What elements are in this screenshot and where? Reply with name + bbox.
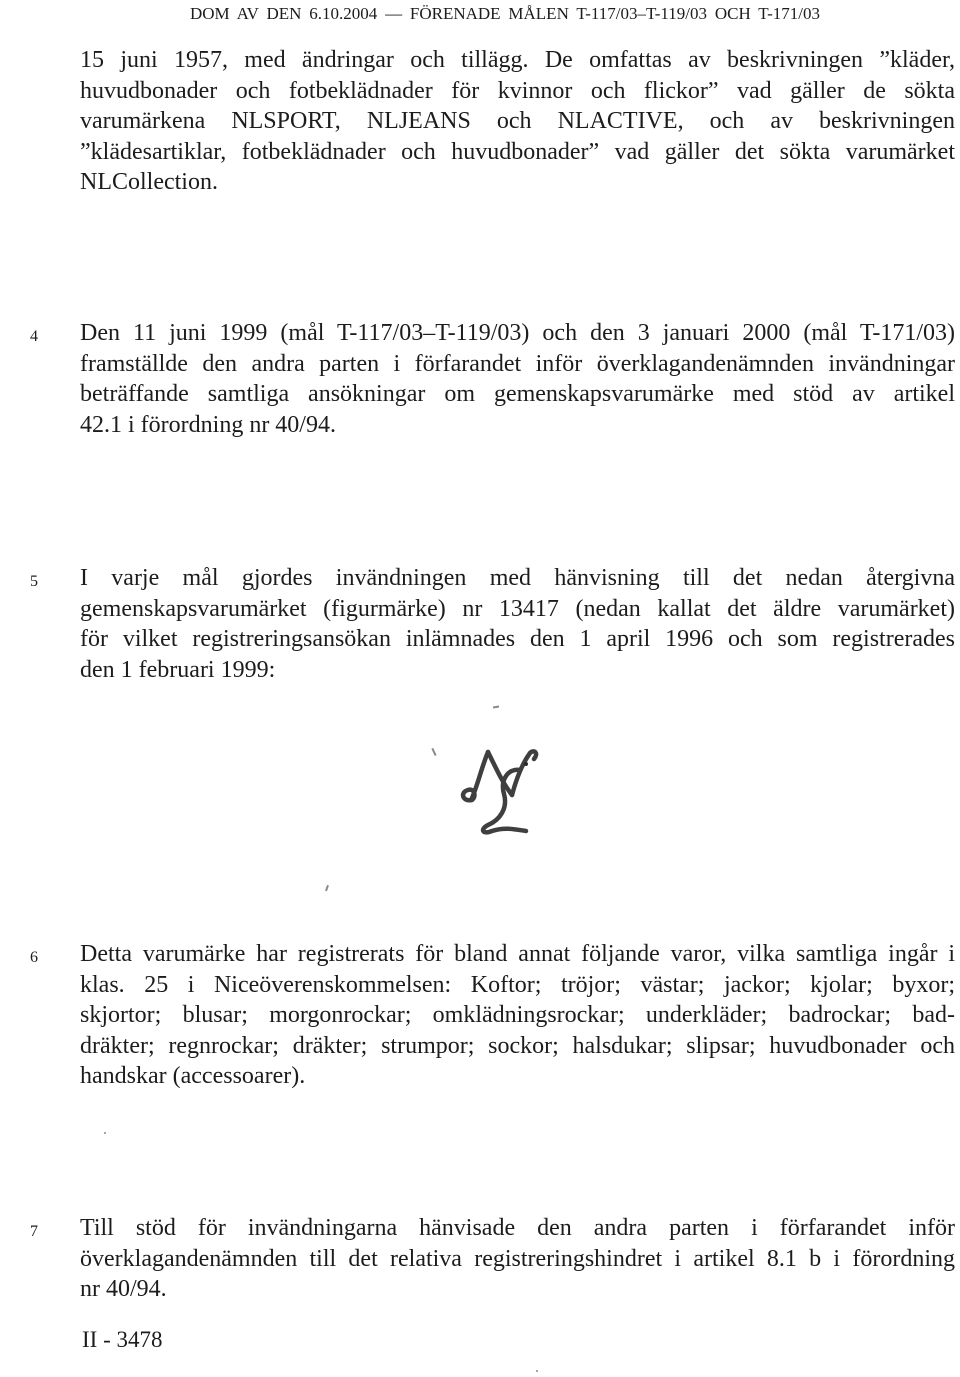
text-line: Den 11 juni 1999 (mål T-117/03–T-119/03) och den 3 januari 2000 (mål T-171/03) — [80, 320, 955, 346]
page-number: II - 3478 — [82, 1327, 163, 1352]
scan-artifact — [536, 1370, 538, 1372]
text-line: nr 40/94. — [80, 1276, 167, 1302]
text-line: varumärkena NLSPORT, NLJEANS och NLACTIVE, och av beskrivningen — [80, 108, 955, 134]
text-line: 15 juni 1957, med ändringar och tillägg. De omfattas av beskrivningen ”kläder, — [80, 47, 955, 73]
text-line: klas. 25 i Niceöverenskommelsen: Koftor; tröjor; västar; jackor; kjolar; byxor; — [80, 971, 955, 998]
paragraph-number: 7 — [30, 1223, 38, 1240]
logo-letter-l — [483, 770, 526, 833]
text-line: Detta varumärke har registrerats för bland annat följande varor, vilka samtliga ingår i — [80, 941, 955, 967]
text-line: beträffande samtliga ansökningar om gemenskapsvarumärke med stöd av artikel — [80, 381, 955, 407]
scan-artifact — [325, 885, 328, 891]
text-line: Till stöd för invändningarna hänvisade den andra parten i förfarandet inför — [80, 1215, 955, 1241]
text-line: den 1 februari 1999: — [80, 656, 276, 683]
text-line: handskar (accessoarer). — [80, 1063, 306, 1089]
logo-letter-n-left-stem — [472, 752, 488, 798]
trademark-logo — [452, 740, 548, 836]
text-line: gemenskapsvarumärket (figurmärke) nr 13417 (nedan kallat det äldre varumärket) — [80, 595, 955, 622]
text-line: för vilket registreringsansökan inlämnades den 1 april 1996 och som registrerades — [80, 626, 955, 652]
scan-artifact — [104, 1132, 106, 1134]
text-line: huvudbonader och fotbeklädnader för kvinnor och flickor” vad gäller de sökta — [80, 77, 955, 104]
running-header: DOM AV DEN 6.10.2004 — FÖRENADE MÅLEN T-117/03–T-119/03 OCH T-171/03 — [190, 4, 820, 23]
logo-letter-n-right-stem — [512, 751, 536, 795]
text-line: dräkter; regnrockar; dräkter; strumpor; sockor; halsdukar; slipsar; huvudbonader och — [80, 1032, 955, 1059]
paragraph-text — [80, 563, 955, 685]
text-line: framställde den andra parten i förfarandet inför överklagandenämnden invändningar — [80, 350, 955, 377]
scan-artifact — [493, 705, 499, 708]
text-line: NLCollection. — [80, 169, 218, 195]
paragraph-number: 4 — [30, 328, 38, 345]
paragraph-text — [80, 45, 955, 198]
text-line: överklagandenämnden till det relativa registreringshindret i artikel 8.1 b i förordning — [80, 1245, 955, 1272]
scan-artifact — [431, 748, 436, 756]
paragraph-text — [80, 1213, 955, 1305]
paragraph-text — [80, 318, 955, 440]
paragraph-number: 6 — [30, 949, 38, 966]
text-line: ”klädesartiklar, fotbeklädnader och huvudbonader” vad gäller det sökta varumärket — [80, 138, 955, 165]
logo-dot — [524, 762, 528, 766]
paragraph-text — [80, 939, 955, 1092]
text-line: 42.1 i förordning nr 40/94. — [80, 411, 336, 438]
text-line: skjortor; blusar; morgonrockar; omklädningsrockar; underkläder; badrockar; bad- — [80, 1002, 955, 1028]
text-line: I varje mål gjordes invändningen med hänvisning till det nedan återgivna — [80, 565, 955, 591]
paragraph-number: 5 — [30, 573, 38, 590]
